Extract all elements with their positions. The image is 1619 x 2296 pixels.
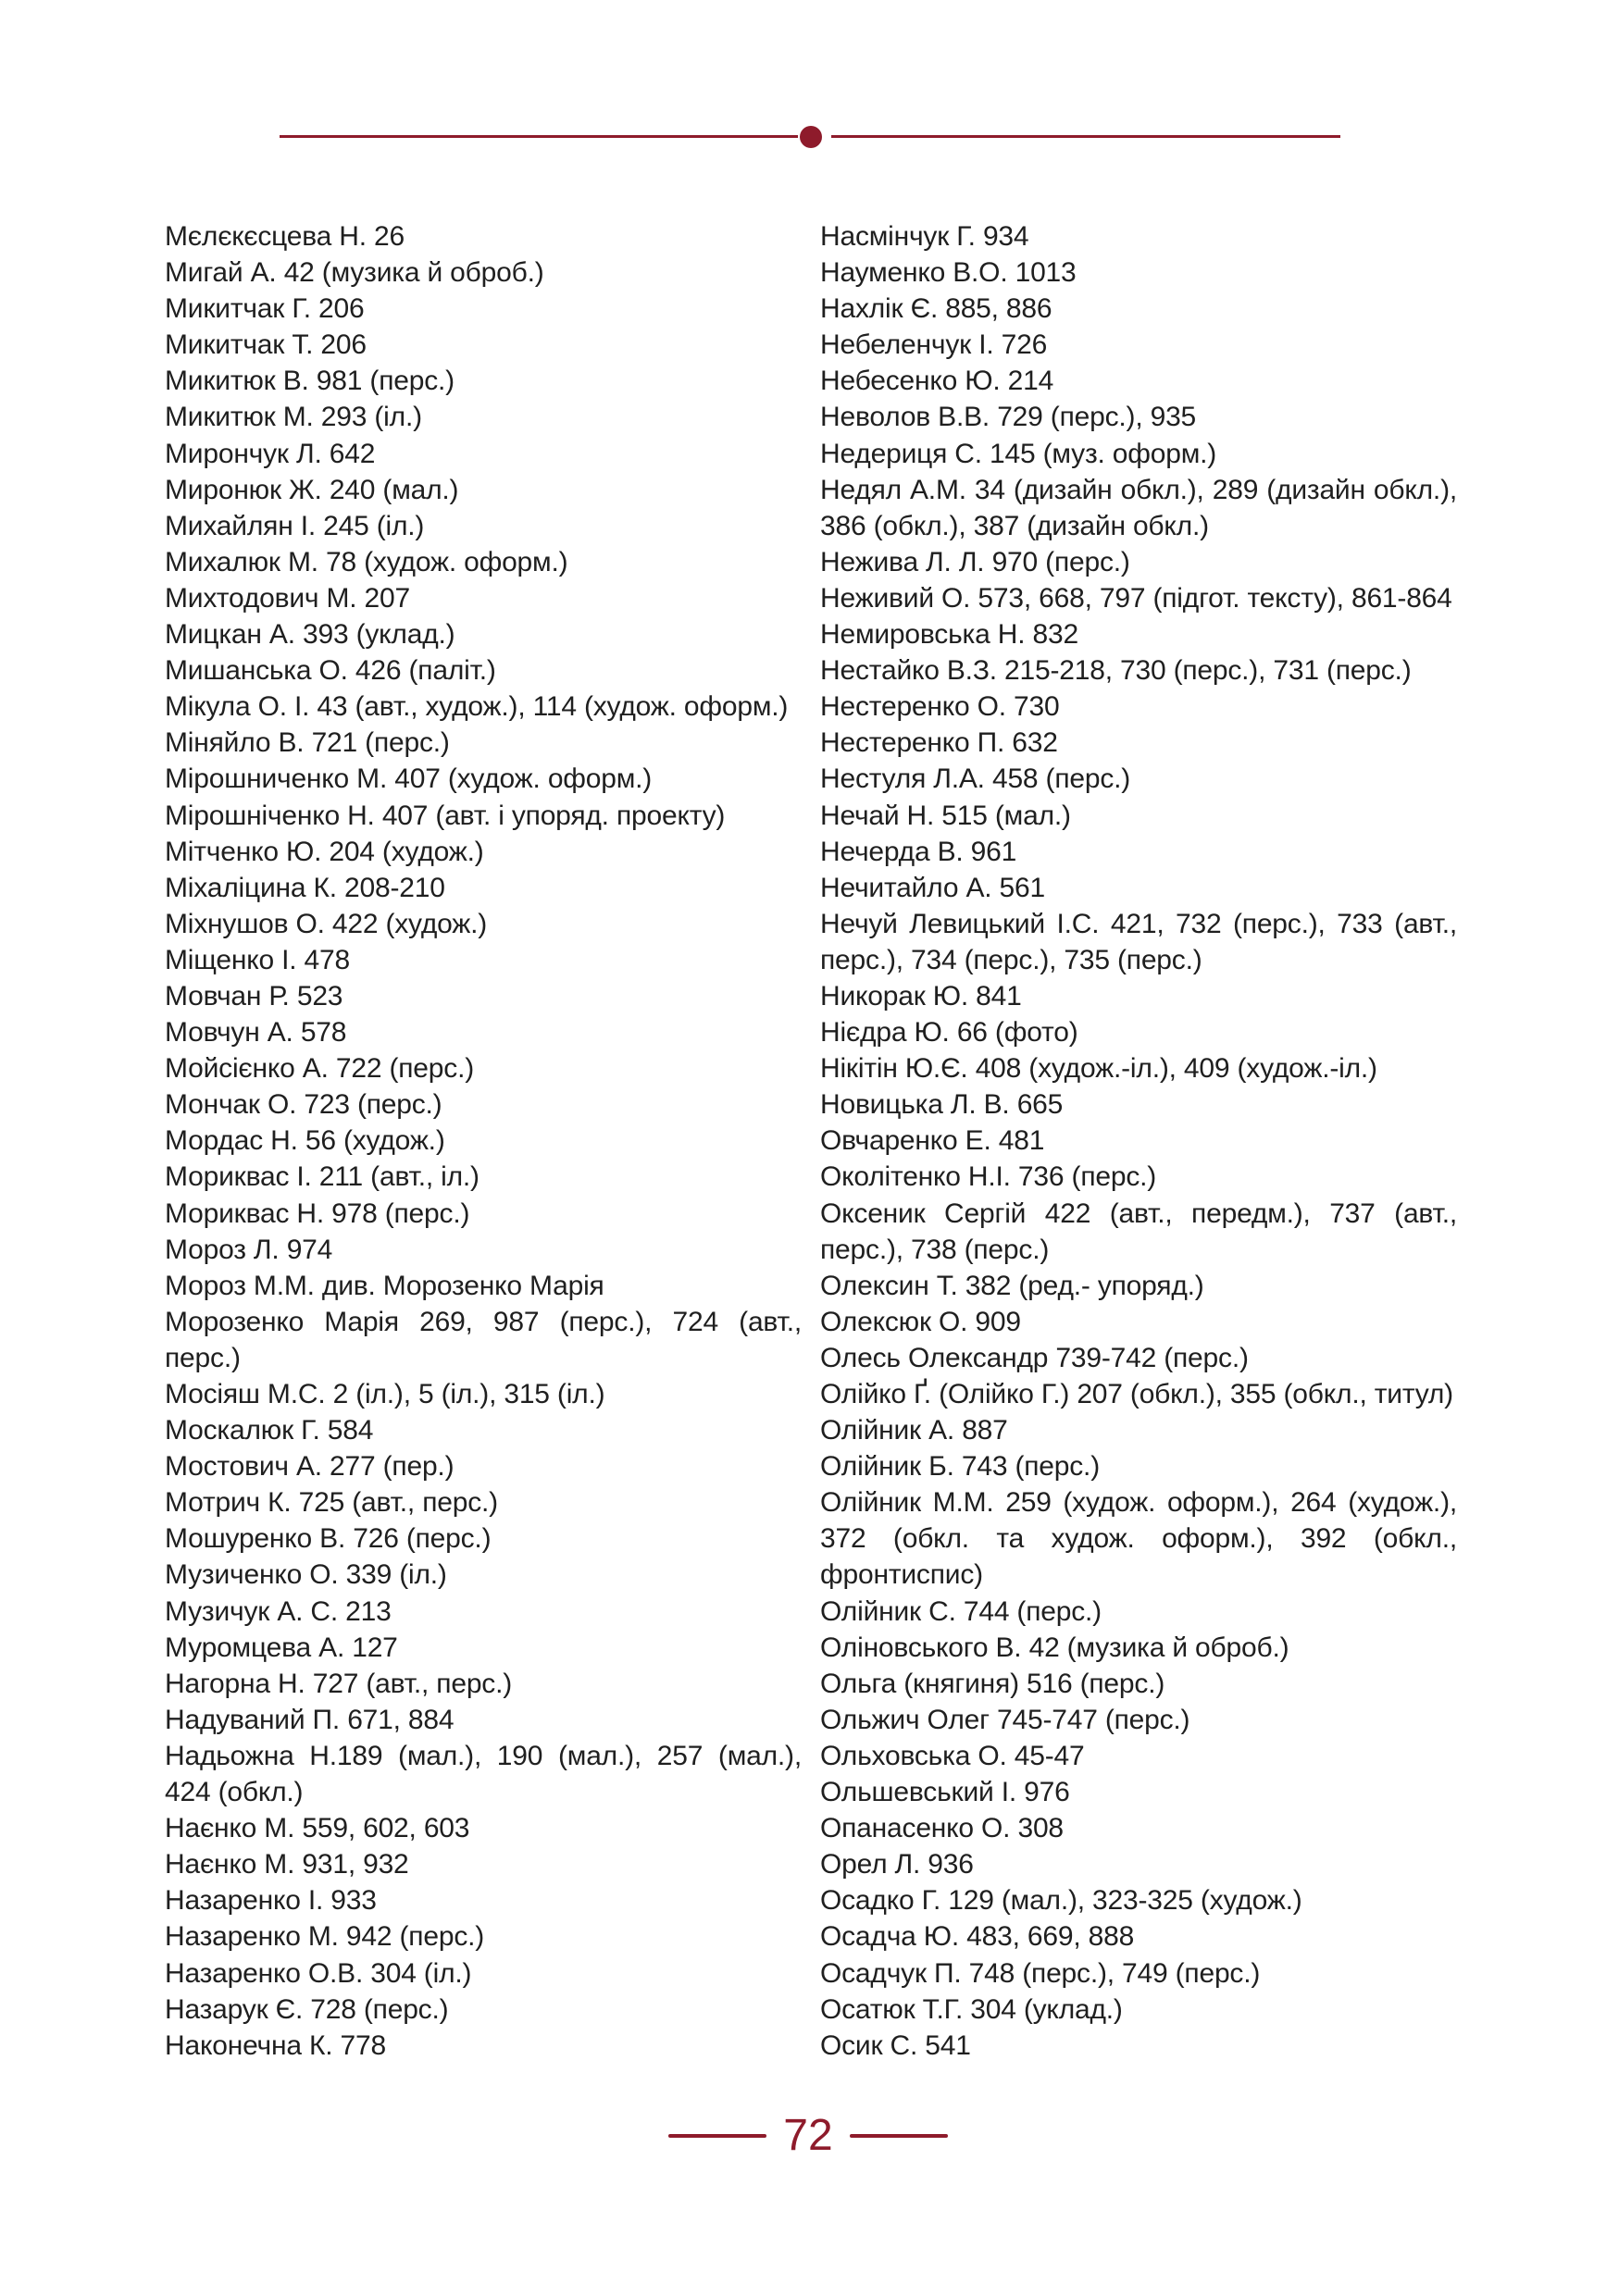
index-entry: Нежива Л. Л. 970 (перс.) — [820, 546, 1130, 577]
index-entry: Назарук Є. 728 (перс.) — [165, 1993, 449, 2025]
index-entry: Олійник С. 744 (перс.) — [820, 1595, 1102, 1627]
index-entry: Нечуй Левицький І.С. 421, 732 (перс.), 733 (авт., перс.), 734 (перс.), 735 (перс.) — [820, 908, 1457, 975]
page-number: 72 — [783, 2111, 833, 2160]
index-entry: Олійник М.М. 259 (худож. оформ.), 264 (худож.), 372 (обкл. та худож. оформ.), 392 (обкл., фронтиспис) — [820, 1487, 1457, 1591]
header-rule-right — [831, 135, 1340, 138]
index-entry: Мишанська О. 426 (паліт.) — [165, 655, 496, 687]
index-entry: Миронюк Ж. 240 (мал.) — [165, 474, 459, 505]
index-entry: Нестеренко О. 730 — [820, 691, 1060, 723]
index-entry: Музиченко О. 339 (іл.) — [165, 1559, 447, 1591]
index-entry: Надьожна Н.189 (мал.), 190 (мал.), 257 (мал.), 424 (обкл.) — [165, 1740, 802, 1808]
index-entry: Новицька Л. В. 665 — [820, 1089, 1064, 1121]
index-entry: Олійник Б. 743 (перс.) — [820, 1451, 1100, 1483]
index-entry: Назаренко І. 933 — [165, 1885, 377, 1917]
index-entry: Недял А.М. 34 (дизайн обкл.), 289 (дизайн обкл.), 386 (обкл.), 387 (дизайн обкл.) — [820, 474, 1457, 541]
index-entry: Олесь Олександр 739-742 (перс.) — [820, 1342, 1249, 1373]
index-entry: Микитюк В. 981 (перс.) — [165, 366, 455, 397]
index-entry: Надуваний П. 671, 884 — [165, 1704, 455, 1735]
index-entry: Нахлік Є. 885, 886 — [820, 293, 1052, 325]
footer-rule-left — [668, 2134, 766, 2138]
index-entry: Назаренко М. 942 (перс.) — [165, 1921, 485, 1953]
index-entry: Микитюк М. 293 (іл.) — [165, 402, 422, 433]
index-entry: Нестайко В.З. 215-218, 730 (перс.), 731 (перс.) — [820, 655, 1412, 687]
index-entry: Немировська Н. 832 — [820, 619, 1078, 651]
index-entry: Неживий О. 573, 668, 797 (підгот. тексту), 861-864 — [820, 582, 1452, 614]
header-rule-left — [280, 135, 798, 138]
index-entry: Ольга (княгиня) 516 (перс.) — [820, 1668, 1165, 1699]
index-entry: Мончак О. 723 (перс.) — [165, 1089, 442, 1121]
index-entry: Небеленчук І. 726 — [820, 329, 1048, 361]
index-entry: Микитчак Т. 206 — [165, 329, 367, 361]
index-entry: Ольжич Олег 745-747 (перс.) — [820, 1704, 1190, 1735]
index-entry: Наконечна К. 778 — [165, 2029, 386, 2061]
index-entry: Мицкан А. 393 (уклад.) — [165, 619, 455, 651]
index-entry: Нестеренко П. 632 — [820, 727, 1058, 759]
index-entry: Мірошниченко М. 407 (худож. оформ.) — [165, 763, 653, 795]
index-entry: Нечитайло А. 561 — [820, 872, 1045, 903]
index-entry: Мірошніченко Н. 407 (авт. і упоряд. проекту) — [165, 800, 726, 831]
index-entry: Михтодович М. 207 — [165, 582, 411, 614]
index-entry: Муромцева А. 127 — [165, 1632, 398, 1663]
footer-rule-right — [850, 2134, 948, 2138]
index-entry: Мориквас І. 211 (авт., іл.) — [165, 1161, 479, 1193]
index-entry: Оліновського В. 42 (музика й оброб.) — [820, 1632, 1289, 1663]
index-entry: Недериця С. 145 (муз. оформ.) — [820, 438, 1217, 469]
index-entry: Мовчан Р. 523 — [165, 980, 343, 1011]
index-entry: Мирончук Л. 642 — [165, 438, 376, 469]
index-entry: Нієдра Ю. 66 (фото) — [820, 1017, 1078, 1049]
index-entry: Никорак Ю. 841 — [820, 980, 1022, 1011]
index-entry: Мотрич К. 725 (авт., перс.) — [165, 1487, 498, 1519]
index-entry: Музичук А. С. 213 — [165, 1595, 392, 1627]
index-entry: Осадко Г. 129 (мал.), 323-325 (худож.) — [820, 1885, 1302, 1917]
index-entry: Наєнко М. 931, 932 — [165, 1849, 409, 1880]
index-entry: Мєлєкєсцева Н. 26 — [165, 221, 405, 252]
index-entry: Мордас Н. 56 (худож.) — [165, 1125, 445, 1157]
index-entry: Ольховська О. 45-47 — [820, 1740, 1085, 1771]
index-entry: Мостович А. 277 (пер.) — [165, 1451, 455, 1483]
index-entry: Мосіяш М.С. 2 (іл.), 5 (іл.), 315 (іл.) — [165, 1379, 605, 1409]
index-entry: Науменко В.О. 1013 — [820, 257, 1077, 289]
index-entry: Наєнко М. 559, 602, 603 — [165, 1813, 470, 1844]
index-entry: Назаренко О.В. 304 (іл.) — [165, 1957, 472, 1989]
index-entry: Михайлян І. 245 (іл.) — [165, 510, 425, 541]
index-entry: Микитчак Г. 206 — [165, 293, 365, 325]
index-entry: Олійко Ґ. (Олійко Г.) 207 (обкл.), 355 (обкл., титул) — [820, 1379, 1453, 1409]
index-entry: Мориквас Н. 978 (перс.) — [165, 1198, 470, 1229]
index-entry: Опанасенко О. 308 — [820, 1813, 1064, 1844]
index-entry: Околітенко Н.І. 736 (перс.) — [820, 1161, 1157, 1193]
index-entry: Москалюк Г. 584 — [165, 1415, 374, 1446]
index-entry: Мойсієнко А. 722 (перс.) — [165, 1053, 474, 1085]
index-entry: Міхаліцина К. 208-210 — [165, 872, 445, 903]
index-entry: Небесенко Ю. 214 — [820, 366, 1054, 397]
index-entry: Осик С. 541 — [820, 2029, 971, 2061]
index-entry: Осадчук П. 748 (перс.), 749 (перс.) — [820, 1957, 1261, 1989]
index-column-left — [165, 218, 802, 2064]
index-entry: Орел Л. 936 — [820, 1849, 974, 1880]
index-entry: Мітченко Ю. 204 (худож.) — [165, 836, 484, 867]
index-entry: Нечай Н. 515 (мал.) — [820, 800, 1071, 831]
index-entry: Михалюк М. 78 (худож. оформ.) — [165, 546, 568, 577]
index-entry: Міхнушов О. 422 (худож.) — [165, 908, 488, 939]
index-column-right — [820, 218, 1457, 2064]
index-entry: Оксеник Сергій 422 (авт., передм.), 737 (авт., перс.), 738 (перс.) — [820, 1198, 1457, 1265]
index-entry: Мовчун А. 578 — [165, 1017, 347, 1049]
index-entry: Мошуренко В. 726 (перс.) — [165, 1523, 492, 1555]
index-entry: Ольшевський І. 976 — [820, 1777, 1070, 1808]
index-entry: Олексин Т. 382 (ред.- упоряд.) — [820, 1270, 1204, 1301]
index-entry: Морозенко Марія 269, 987 (перс.), 724 (авт., перс.) — [165, 1306, 802, 1373]
index-entry: Неволов В.В. 729 (перс.), 935 — [820, 402, 1197, 433]
header-ornament-dot — [800, 126, 822, 148]
index-entry: Нечерда В. 961 — [820, 836, 1017, 867]
index-entry: Міняйло В. 721 (перс.) — [165, 727, 450, 759]
index-entry: Нагорна Н. 727 (авт., перс.) — [165, 1668, 513, 1699]
index-entry: Нестуля Л.А. 458 (перс.) — [820, 763, 1131, 795]
index-entry: Осатюк Т.Г. 304 (уклад.) — [820, 1993, 1123, 2025]
index-entry: Мороз М.М. див. Морозенко Марія — [165, 1270, 604, 1301]
index-entry: Мигай А. 42 (музика й оброб.) — [165, 257, 544, 289]
index-entry: Осадча Ю. 483, 669, 888 — [820, 1921, 1135, 1953]
index-entry: Олексюк О. 909 — [820, 1306, 1021, 1337]
index-entry: Міщенко І. 478 — [165, 944, 350, 975]
index-entry: Овчаренко Е. 481 — [820, 1125, 1045, 1157]
index-entry: Нікітін Ю.Є. 408 (худож.-іл.), 409 (худож.-іл.) — [820, 1053, 1377, 1085]
index-entry: Насмінчук Г. 934 — [820, 221, 1029, 252]
index-entry: Олійник А. 887 — [820, 1415, 1008, 1446]
index-entry: Мікула О. І. 43 (авт., худож.), 114 (худож. оформ.) — [165, 691, 789, 723]
index-entry: Мороз Л. 974 — [165, 1234, 333, 1265]
